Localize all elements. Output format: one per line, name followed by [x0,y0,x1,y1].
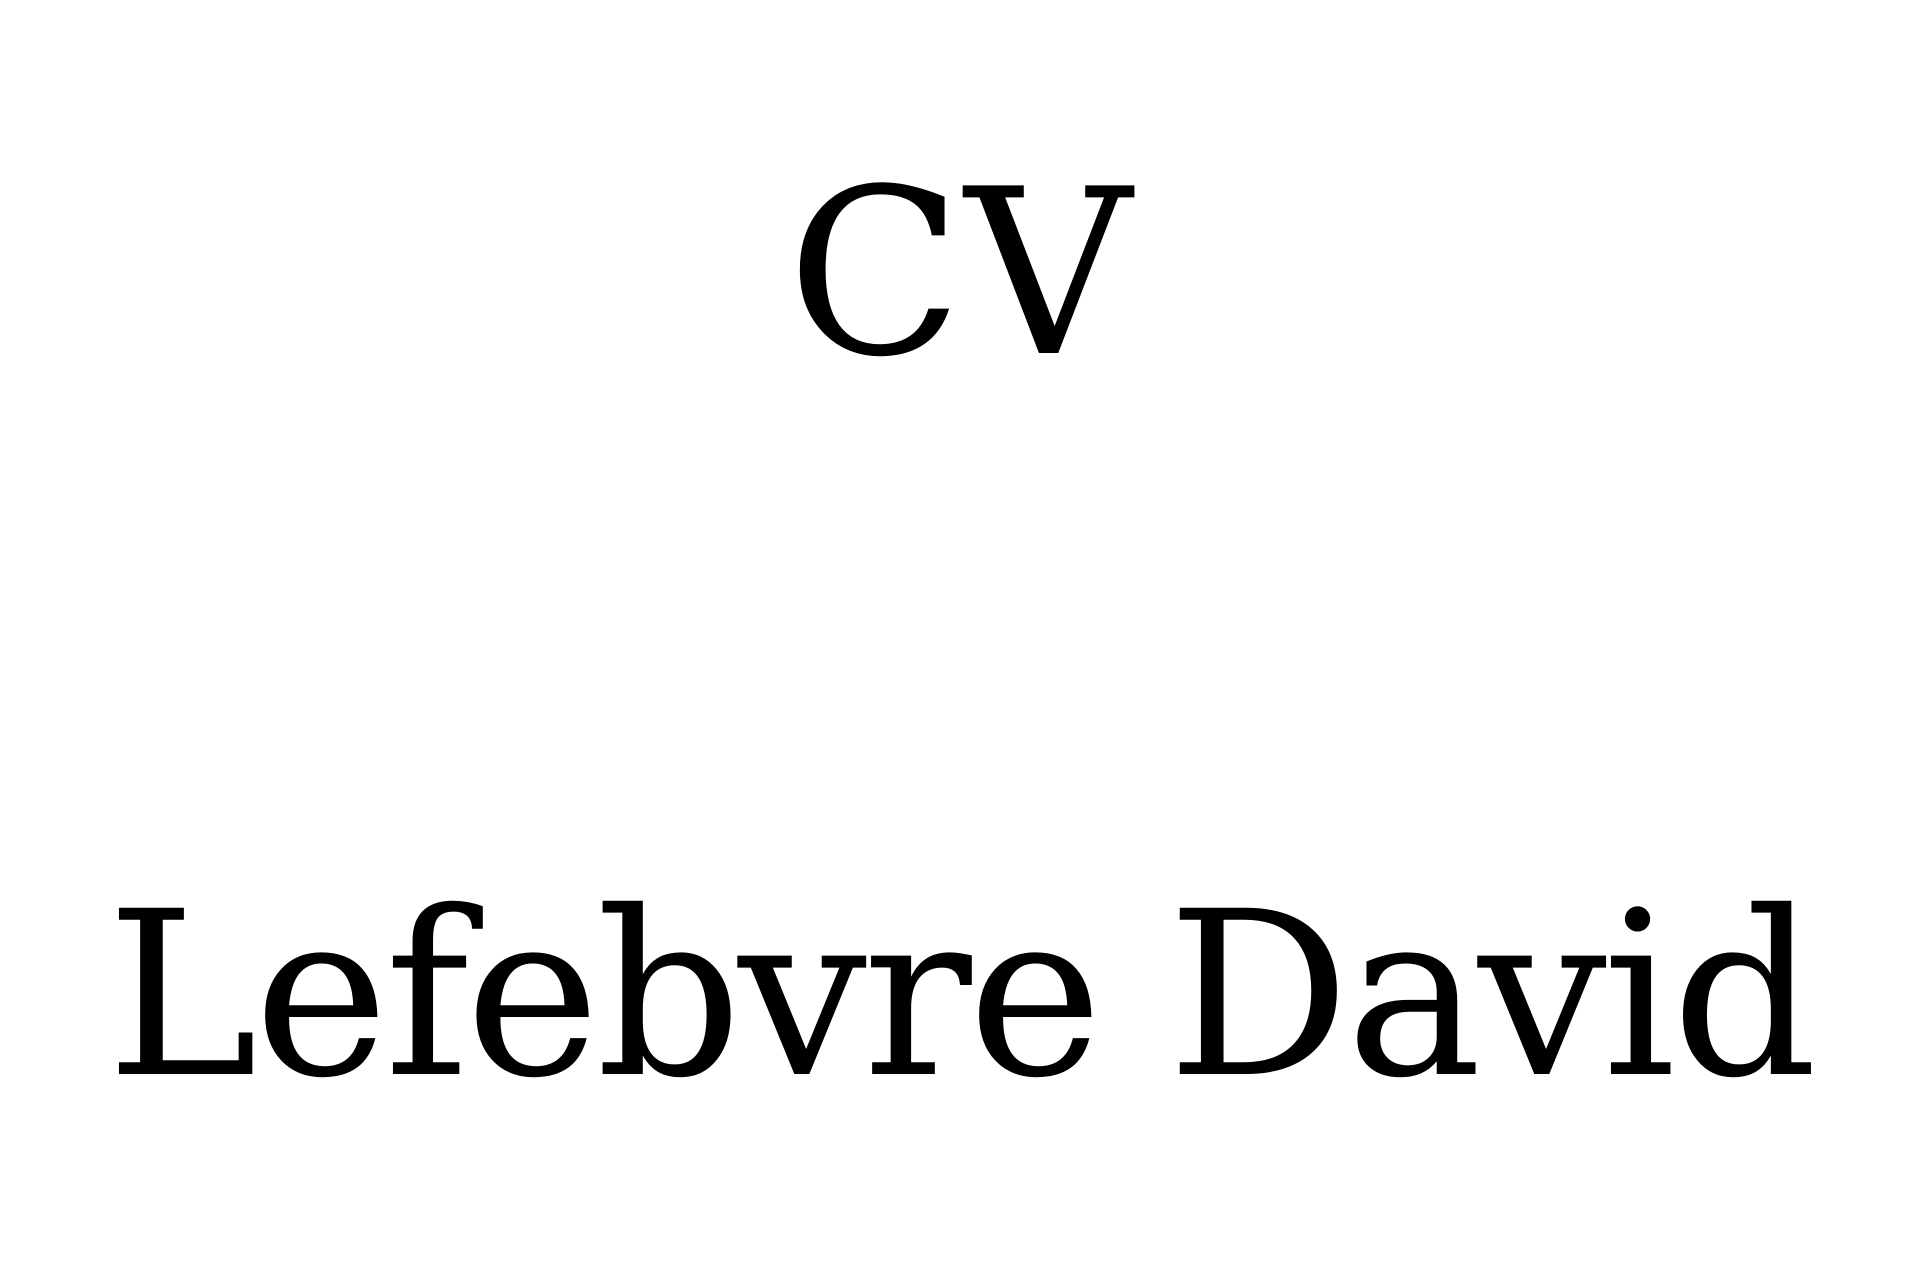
person-name: Lefebvre David [106,862,1814,1128]
document-title: CV [786,141,1134,408]
